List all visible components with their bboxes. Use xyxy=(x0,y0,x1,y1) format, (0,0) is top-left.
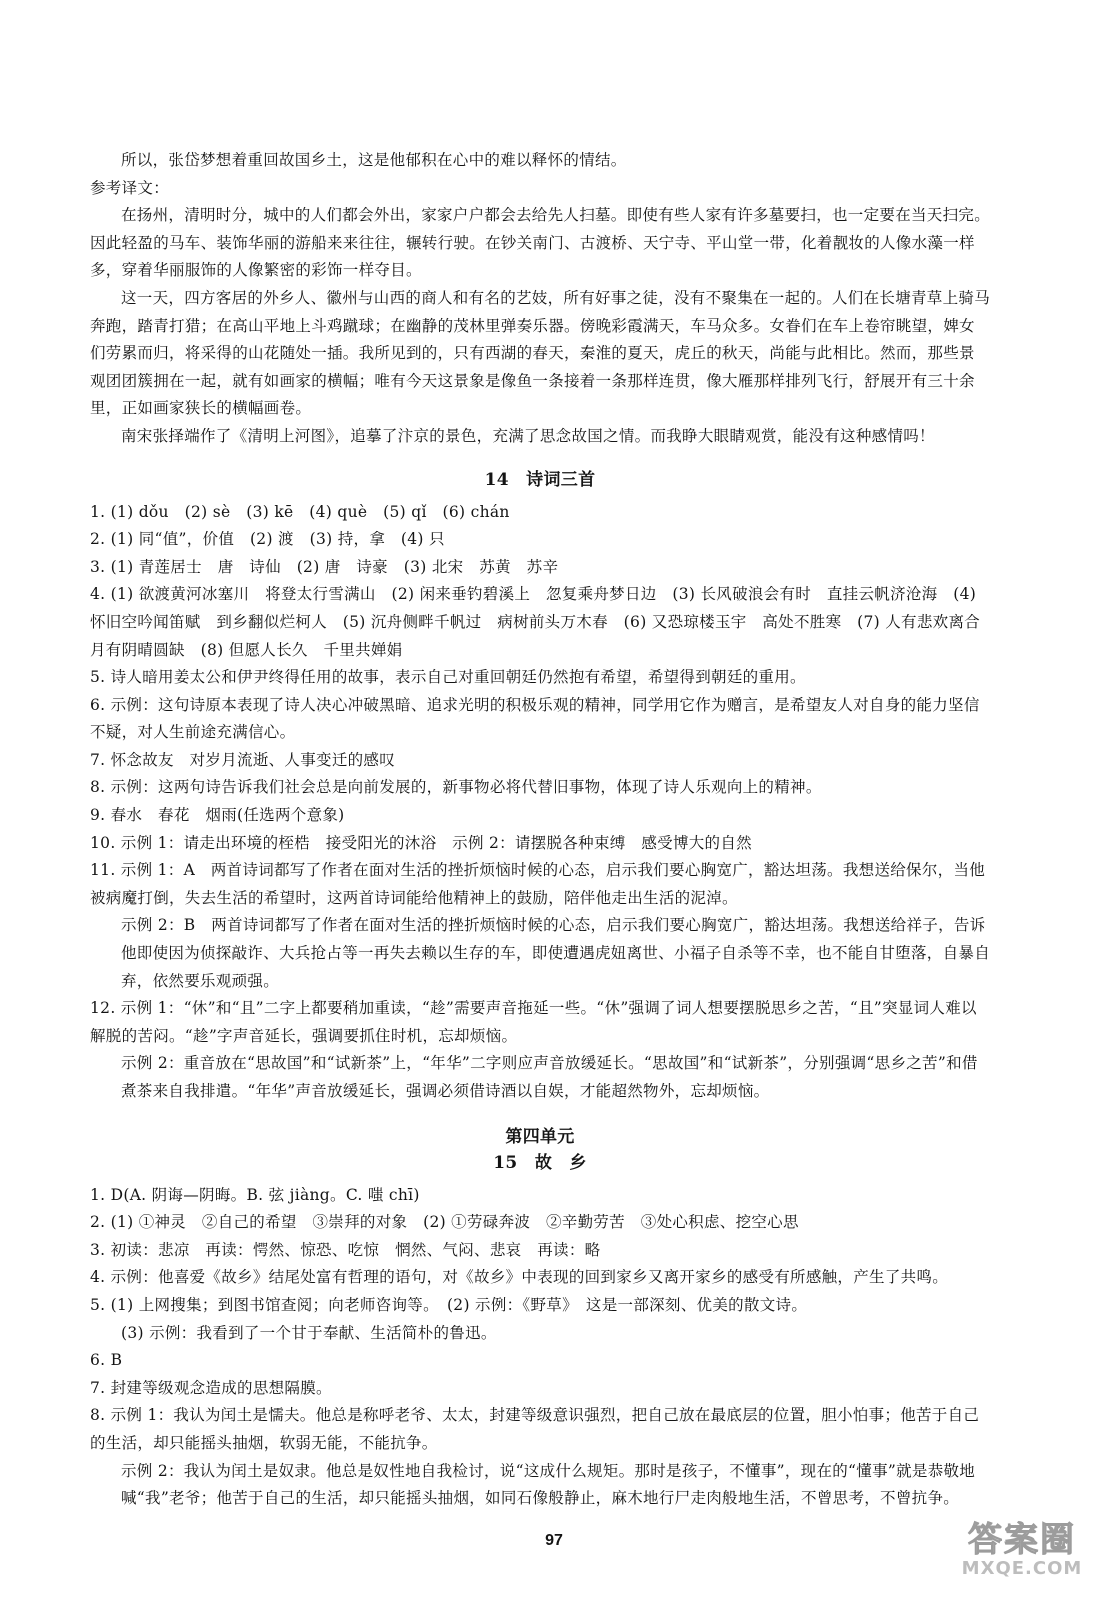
answer-item-sub: (3) 示例：我看到了一个甘于奉献、生活简朴的鲁迅。 xyxy=(121,1323,497,1342)
answer-item: 12. 示例 1：“休”和“且”二字上都要稍加重读，“趁”需要声音拖延一些。“休”强调了词人想要摆脱思乡之苦，“且”突显词人难以解脱的苦闷。“趁”字声音延长，强调要抓住时机，忘却烦恼。 xyxy=(90,999,977,1045)
section-13-continuation xyxy=(90,147,990,451)
paragraph: 在扬州，清明时分，城中的人们都会外出，家家户户都会去给先人扫墓。即使有些人家有许多墓要扫，也一定要在当天扫完。因此轻盈的马车、装饰华丽的游船来来往往，辗转行驶。在钞关南门、古渡桥、天宁寺、平山堂一带，化着靓妆的人像水藻一样多，穿着华丽服饰的人像繁密的彩饰一样夺目。 xyxy=(90,206,991,280)
answer-item: 1. D(A. 阴诲—阴晦。B. 弦 jiàng。C. 嗤 chī) xyxy=(90,1185,420,1204)
answer-item: 11. 示例 1：A 两首诗词都写了作者在面对生活的挫折烦恼时候的心态，启示我们要心胸宽广，豁达坦荡。我想送给保尔，当他被病魔打倒，失去生活的希望时，这两首诗词能给他精神上的鼓励，陪伴他走出生活的泥淖。 xyxy=(90,861,986,907)
answer-item: 8. 示例 1：我认为闰土是懦夫。他总是称呼老爷、太太，封建等级意识强烈，把自己放在最底层的位置，胆小怕事；他苦于自己的生活，却只能摇头抽烟，软弱无能，不能抗争。 xyxy=(90,1406,980,1452)
answer-item: 3. 初读：悲凉 再读：愕然、惊恐、吃惊 惘然、气闷、悲哀 再读：略 xyxy=(90,1240,601,1259)
unit-title: 第四单元 xyxy=(505,1126,575,1147)
translation-label: 参考译文： xyxy=(90,178,170,197)
answer-item: 1. (1) dǒu (2) sè (3) kē (4) què (5) qǐ (6) chán xyxy=(90,502,510,521)
section-title: 15 故 乡 xyxy=(493,1152,587,1173)
answer-item: 6. B xyxy=(90,1351,123,1370)
answer-item-example: 示例 2：B 两首诗词都写了作者在面对生活的挫折烦恼时候的心态，启示我们要心胸宽广，豁达坦荡。我想送给祥子，告诉他即使因为侦探敲诈、大兵抢占等一再失去赖以生存的车，即使遭遇虎妞离世、小福子自杀等不幸，也不能自甘堕落，自暴自弃，依然要乐观顽强。 xyxy=(121,916,991,990)
watermark-logo-icon: 答案圈 xyxy=(968,1520,1076,1560)
paragraph: 南宋张择端作了《清明上河图》，追摹了汴京的景色，充满了思念故国之情。而我睁大眼睛观赏，能没有这种感情吗！ xyxy=(121,426,935,445)
answer-item-example: 示例 2：我认为闰土是奴隶。他总是奴性地自我检讨，说“这成什么规矩。那时是孩子，不懂事”，现在的“懂事”就是恭敬地喊“我”老爷；他苦于自己的生活，却只能摇头抽烟，如同石像般静止，麻木地行尸走肉般地生活，不曾思考，不曾抗争。 xyxy=(121,1461,976,1508)
page-number: 97 xyxy=(545,1532,563,1549)
answer-item: 7. 封建等级观念造成的思想隔膜。 xyxy=(90,1378,332,1397)
watermark-site-text: MXQE.COM xyxy=(961,1558,1083,1579)
section-14 xyxy=(90,467,996,1106)
answer-item: 3. (1) 青莲居士 唐 诗仙 (2) 唐 诗豪 (3) 北宋 苏黄 苏辛 xyxy=(90,557,559,576)
answer-item: 2. (1) ①神灵 ②自己的希望 ③崇拜的对象 (2) ①劳碌奔波 ②辛勤劳苦 ③处心积虑、挖空心思 xyxy=(90,1213,799,1232)
answer-item: 5. (1) 上网搜集；到图书馆查阅；向老师咨询等。 (2) 示例：《野草》 这是一部深刻、优美的散文诗。 xyxy=(90,1295,808,1314)
answer-item: 10. 示例 1：请走出环境的桎梏 接受阳光的沐浴 示例 2：请摆脱各种束缚 感受博大的自然 xyxy=(90,833,752,852)
answer-item: 4. 示例：他喜爱《故乡》结尾处富有哲理的语句，对《故乡》中表现的回到家乡又离开家乡的感受有所感触，产生了共鸣。 xyxy=(90,1268,949,1287)
section-15 xyxy=(90,1124,990,1513)
paragraph: 所以，张岱梦想着重回故国乡土，这是他郁积在心中的难以释怀的情结。 xyxy=(121,151,627,169)
paragraph: 这一天，四方客居的外乡人、徽州与山西的商人和有名的艺妓，所有好事之徒，没有不聚集在一起的。人们在长塘青草上骑马奔跑，踏青打猎；在高山平地上斗鸡蹴球；在幽静的茂林里弹奏乐器。傍晚彩霞满天，车马众多。女眷们在车上卷帘眺望，婢女们劳累而归，将采得的山花随处一插。我所见到的，只有西湖的春天，秦淮的夏天，虎丘的秋天，尚能与此相比。然而，那些景观团团簇拥在一起，就有如画家的横幅；唯有今天这景象是像鱼一条接着一条那样连贯，像大雁那样排列飞行，舒展开有三十余里，正如画家狭长的横幅画卷。 xyxy=(90,288,991,418)
answer-document xyxy=(90,147,996,1513)
watermark xyxy=(958,1512,1086,1590)
answer-item: 5. 诗人暗用姜太公和伊尹终得任用的故事，表示自己对重回朝廷仍然抱有希望，希望得到朝廷的重用。 xyxy=(90,668,806,687)
answer-item: 2. (1) 同“值”，价值 (2) 渡 (3) 持，拿 (4) 只 xyxy=(90,530,445,549)
answer-item: 7. 怀念故友 对岁月流逝、人事变迁的感叹 xyxy=(90,750,396,769)
answer-item: 4. (1) 欲渡黄河冰塞川 将登太行雪满山 (2) 闲来垂钓碧溪上 忽复乘舟梦日边 (3) 长风破浪会有时 直挂云帆济沧海 (4) 怀旧空吟闻笛赋 到乡翻似烂柯人 (5) 沉舟侧畔千帆过 病树前头万木春 (6) 又恐琼楼玉宇 高处不胜寒 (7) 人有悲欢离合 月有阴晴圆缺 (8) 但愿人长久 千里共婵娟 xyxy=(90,585,996,659)
answer-item: 9. 春水 春花 烟雨(任选两个意象) xyxy=(90,806,345,825)
section-title: 14 诗词三首 xyxy=(484,469,596,490)
answer-item-example: 示例 2：重音放在“思故国”和“试新茶”上，“年华”二字则应声音放缓延长。“思故国”和“试新茶”，分别强调“思乡之苦”和借煮茶来自我排遣。“年华”声音放缓延长，强调必须借诗酒以自娱，才能超然物外，忘却烦恼。 xyxy=(121,1054,978,1100)
answer-item: 8. 示例：这两句诗告诉我们社会总是向前发展的，新事物必将代替旧事物，体现了诗人乐观向上的精神。 xyxy=(90,778,822,797)
answer-item: 6. 示例：这句诗原本表现了诗人决心冲破黑暗、追求光明的积极乐观的精神，同学用它作为赠言，是希望友人对自身的能力坚信不疑，对人生前途充满信心。 xyxy=(90,695,980,742)
